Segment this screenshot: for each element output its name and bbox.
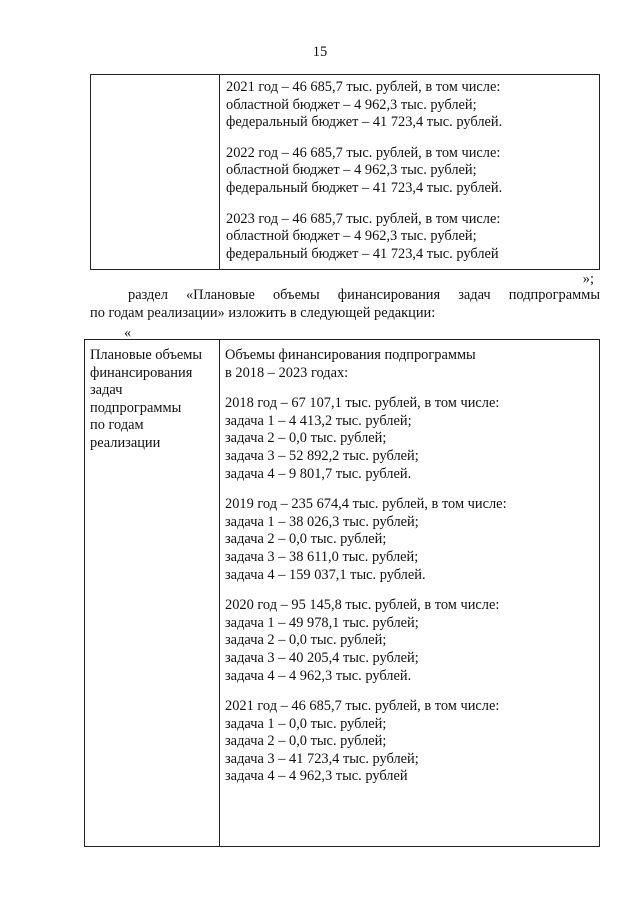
text-line: задач bbox=[90, 382, 123, 399]
text-line: 2018 год – 67 107,1 тыс. рублей, в том числе: bbox=[225, 395, 500, 412]
paragraph-line: по годам реализации» изложить в следующей редакции: bbox=[90, 304, 436, 321]
page-number: 15 bbox=[312, 44, 328, 60]
amendment-paragraph bbox=[90, 287, 600, 322]
text-line: федеральный бюджет – 41 723,4 тыс. рублей. bbox=[226, 114, 503, 131]
text-line: финансирования bbox=[90, 364, 193, 381]
funding-table-continuation bbox=[90, 74, 600, 270]
text-line: задача 3 – 38 611,0 тыс. рублей; bbox=[225, 548, 419, 565]
text-line: подпрограммы bbox=[90, 399, 182, 416]
text-line: задача 2 – 0,0 тыс. рублей; bbox=[225, 733, 387, 750]
column-divider bbox=[219, 75, 220, 269]
year-block-2021 bbox=[226, 79, 595, 132]
column-divider bbox=[219, 340, 220, 846]
funding-values-cell bbox=[225, 347, 595, 799]
text-line: задача 4 – 4 962,3 тыс. рублей bbox=[225, 768, 408, 785]
text-line: реализации bbox=[90, 434, 161, 451]
year-block-2021 bbox=[225, 698, 595, 786]
text-line: в 2018 – 2023 годах: bbox=[225, 364, 349, 381]
text-line: областной бюджет – 4 962,3 тыс. рублей; bbox=[226, 96, 477, 113]
text-line: 2021 год – 46 685,7 тыс. рублей, в том числе: bbox=[226, 79, 501, 95]
text-line: 2022 год – 46 685,7 тыс. рублей, в том числе: bbox=[226, 144, 501, 161]
year-block-2020 bbox=[225, 597, 595, 685]
text-line: задача 3 – 40 205,4 тыс. рублей; bbox=[225, 649, 419, 666]
funding-table-new bbox=[84, 339, 600, 847]
text-line: задача 3 – 41 723,4 тыс. рублей; bbox=[225, 750, 419, 767]
year-block-2018 bbox=[225, 395, 595, 483]
text-line: 2021 год – 46 685,7 тыс. рублей, в том числе: bbox=[225, 698, 500, 715]
text-line: Объемы финансирования подпрограммы bbox=[225, 347, 476, 363]
funding-values-cell bbox=[226, 79, 595, 276]
section-title-cell bbox=[90, 347, 214, 453]
text-line: задача 2 – 0,0 тыс. рублей; bbox=[225, 430, 387, 447]
text-line: задача 1 – 0,0 тыс. рублей; bbox=[225, 715, 387, 732]
closing-quote: »; bbox=[582, 271, 594, 287]
opening-quote: « bbox=[124, 325, 132, 341]
text-line: задача 1 – 49 978,1 тыс. рублей; bbox=[225, 614, 419, 631]
text-line: задача 1 – 38 026,3 тыс. рублей; bbox=[225, 513, 419, 530]
text-line: федеральный бюджет – 41 723,4 тыс. рублей. bbox=[226, 179, 503, 196]
text-line: задача 3 – 52 892,2 тыс. рублей; bbox=[225, 447, 419, 464]
text-line: задача 4 – 9 801,7 тыс. рублей. bbox=[225, 465, 412, 482]
text-line: 2019 год – 235 674,4 тыс. рублей, в том числе: bbox=[225, 496, 507, 513]
text-line: по годам bbox=[90, 417, 144, 434]
text-line: федеральный бюджет – 41 723,4 тыс. рублей bbox=[226, 245, 499, 262]
text-line: областной бюджет – 4 962,3 тыс. рублей; bbox=[226, 162, 477, 179]
text-line: Плановые объемы bbox=[90, 347, 203, 363]
year-block-2022 bbox=[226, 145, 595, 198]
text-line: задача 2 – 0,0 тыс. рублей; bbox=[225, 632, 387, 649]
text-line: областной бюджет – 4 962,3 тыс. рублей; bbox=[226, 228, 477, 245]
paragraph-line: раздел «Плановые объемы финансирования задач подпрограммы bbox=[128, 287, 600, 303]
text-line: 2023 год – 46 685,7 тыс. рублей, в том числе: bbox=[226, 210, 501, 227]
text-line: 2020 год – 95 145,8 тыс. рублей, в том числе: bbox=[225, 597, 500, 614]
text-line: задача 4 – 4 962,3 тыс. рублей. bbox=[225, 667, 412, 684]
funding-heading bbox=[225, 347, 595, 382]
text-line: задача 2 – 0,0 тыс. рублей; bbox=[225, 531, 387, 548]
text-line: задача 1 – 4 413,2 тыс. рублей; bbox=[225, 412, 412, 429]
year-block-2023 bbox=[226, 211, 595, 264]
year-block-2019 bbox=[225, 496, 595, 584]
text-line: задача 4 – 159 037,1 тыс. рублей. bbox=[225, 566, 426, 583]
